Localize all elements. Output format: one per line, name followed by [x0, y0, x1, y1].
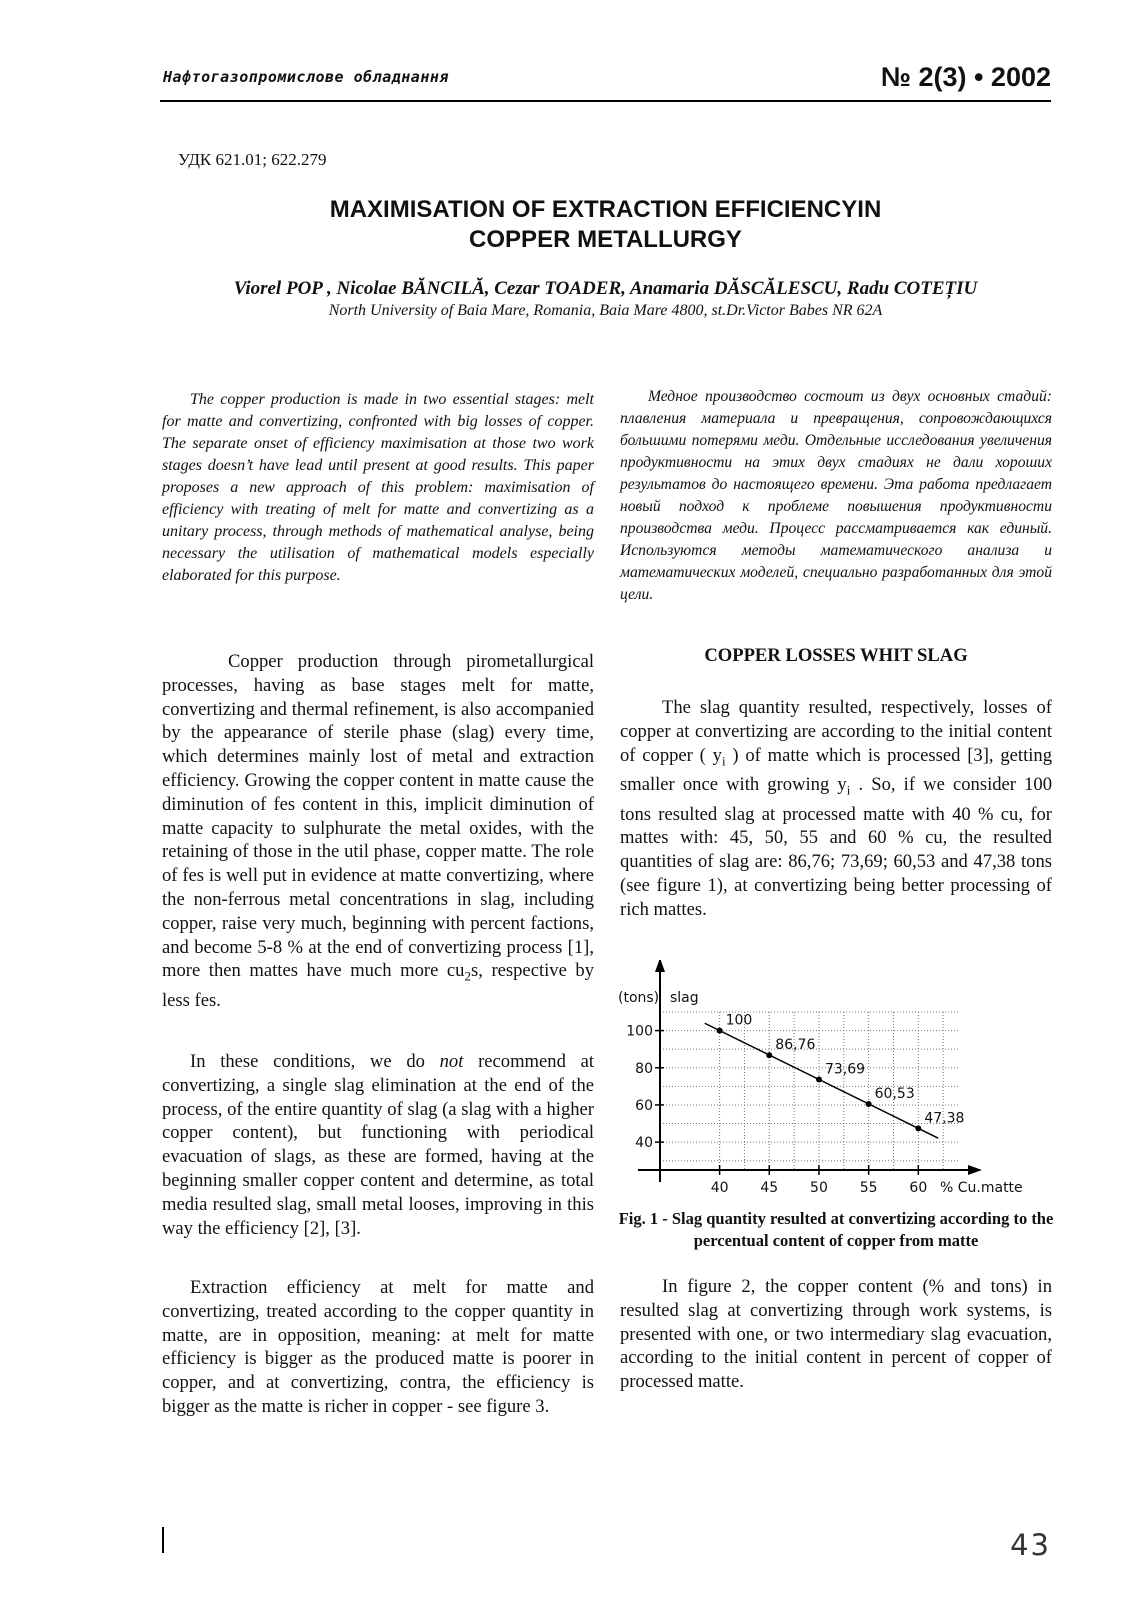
paper-title	[160, 195, 1051, 255]
figure-caption: Fig. 1 - Slag quantity resulted at convertizing according to the percentual content of copper from matte	[618, 1209, 1054, 1250]
title-line-1: MAXIMISATION OF EXTRACTION EFFICIENCYIN	[329, 196, 882, 223]
body-paragraph	[162, 1050, 594, 1240]
text-run: Copper production through pirometallurgical processes, having as base stages melt for matte, convertizing and thermal refinement, is also accompanied by the appearance of sterile phase (slag) every time, which determines mainly lost of metal and extraction efficiency. Growing the copper content in matte cause the diminution of fes content in this, implicit diminution of matte capacity to sulphurate the metal oxides, with the retaining of those in the util phase, copper matte. The role of fes is well put in evidence at matte convertizing, where the non-ferrous metal concentrations in slag, including copper, raise very much, beginning with percent factions, and become 5-8 % at the end of convertizing process [1], more then mattes have much more cu	[162, 651, 594, 982]
text-run: The slag quantity resulted, respectively, losses of copper at convertizing are according to the initial content of copper ( y	[620, 697, 1052, 766]
text-run: ) of matte which is processed [3], getting smaller once with growing y	[620, 744, 1052, 796]
text-run: . So, if we consider 100 tons resulted slag at processed matte with 40 % cu, for mattes with: 45, 50, 55 and 60 % cu, the resulted quantities of slag are: 86,76; 73,69; 60,53 and 47,38 tons (see figure 1), at convertizing being better processing of rich mattes.	[620, 774, 1052, 920]
y-tick-label: 60	[635, 1097, 653, 1114]
subscript: 2	[464, 969, 471, 985]
x-tick-label: 40	[710, 1180, 729, 1196]
page-number: 43	[1010, 1528, 1051, 1562]
udc-code: УДК 621.01; 622.279	[178, 150, 327, 169]
emphasis: not	[439, 1051, 464, 1072]
body-paragraph	[162, 650, 594, 1013]
journal-title: Нафтогазопромислове обладнання	[163, 68, 449, 86]
chart-svg	[618, 960, 1038, 1205]
margin-marker	[162, 1527, 164, 1553]
text-run: s, respective by less fes.	[162, 960, 595, 1011]
x-axis-label: % Cu.matte	[940, 1180, 1023, 1196]
data-point	[717, 1028, 723, 1034]
issue-number: № 2(3) • 2002	[880, 62, 1051, 92]
x-axis-arrow	[968, 1165, 982, 1175]
figure-1-chart	[618, 960, 1038, 1210]
data-point	[915, 1125, 921, 1131]
data-label: 47,38	[924, 1110, 965, 1127]
data-point	[766, 1052, 772, 1058]
data-label: 60,53	[874, 1085, 915, 1102]
body-paragraph: Extraction efficiency at melt for matte and convertizing, treated according to the copper quantity in matte, are in opposition, meaning: at melt for matte efficiency is bigger as the produced matte is poorer in copper, and at convertizing, contra, the efficiency is bigger as the matte is richer in copper - see figure 3.	[162, 1277, 594, 1417]
authors: Viorel POP , Nicolae BĂNCILĂ, Cezar TOADER, Anamaria DĂSCĂLESCU, Radu COTEȚIU	[233, 278, 978, 299]
title-line-2: COPPER METALLURGY	[469, 226, 742, 253]
x-tick-label: 55	[859, 1180, 878, 1196]
data-point	[816, 1076, 822, 1082]
y-axis-arrow	[655, 960, 665, 972]
data-label: 100	[725, 1012, 753, 1029]
subscript: i	[721, 753, 726, 769]
body-paragraph	[620, 696, 1052, 922]
affiliation: North University of Baia Mare, Romania, Baia Mare 4800, st.Dr.Victor Babes NR 62A	[328, 302, 883, 319]
subscript: i	[846, 782, 851, 798]
x-tick-label: 60	[909, 1180, 928, 1196]
abstract-russian: Медное производство состоит из двух основных стадий: плавления материала и превращения, сопровождающихся большими потерями меди. Отдельные исследования увеличения продуктивности на этих двух стадиях не дали хороших результатов до настоящего времени. Эта работа предлагает новый подход к проблеме повышения продуктивности производства меди. Процесс рассматривается как единый. Используются методы математического анализа и математических моделей, специально разработанных для этой цели.	[620, 388, 1052, 603]
x-tick-label: 50	[810, 1180, 828, 1196]
abstract-english: The copper production is made in two essential stages: melt for matte and convertizing, confronted with big losses of copper. The separate onset of efficiency maximisation at those two work stages doesn’t have lead until present at good results. This paper proposes a new approach of this problem: maximisation of efficiency with treating of melt for matte and convertizing as a unitary process, through methods of mathematical analyse, being necessary the utilisation of mathematical models especially elaborated for this purpose.	[162, 391, 594, 584]
header-rule	[160, 100, 1051, 102]
body-paragraph: In figure 2, the copper content (% and tons) in resulted slag at convertizing through work systems, is presented with one, or two intermediary slag evacuation, according to the initial content in percent of copper of processed matte.	[620, 1276, 1052, 1393]
y-axis-label: slag	[670, 990, 699, 1006]
y-tick-label: 40	[635, 1135, 653, 1152]
data-label: 73,69	[824, 1061, 866, 1078]
data-label: 86,76	[775, 1037, 816, 1054]
y-tick-label: 80	[635, 1060, 653, 1077]
x-tick-label: 45	[760, 1180, 779, 1196]
y-tick-label: 100	[626, 1023, 653, 1040]
y-unit-label: (tons)	[618, 990, 660, 1006]
section-heading: COPPER LOSSES WHIT SLAG	[704, 645, 968, 666]
text-run: In these conditions, we do	[190, 1051, 440, 1072]
data-point	[866, 1101, 872, 1107]
text-run: recommend at convertizing, a single slag elimination at the end of the process, of the entire quantity of slag (a slag with a higher copper content), but functioning with periodical evacuation of slags, as these are formed, having at the beginning smaller copper content and determine, as total media resulted slag, small metal looses, improving in this way the efficiency [2], [3].	[162, 1051, 594, 1239]
chart-series	[705, 1013, 965, 1139]
